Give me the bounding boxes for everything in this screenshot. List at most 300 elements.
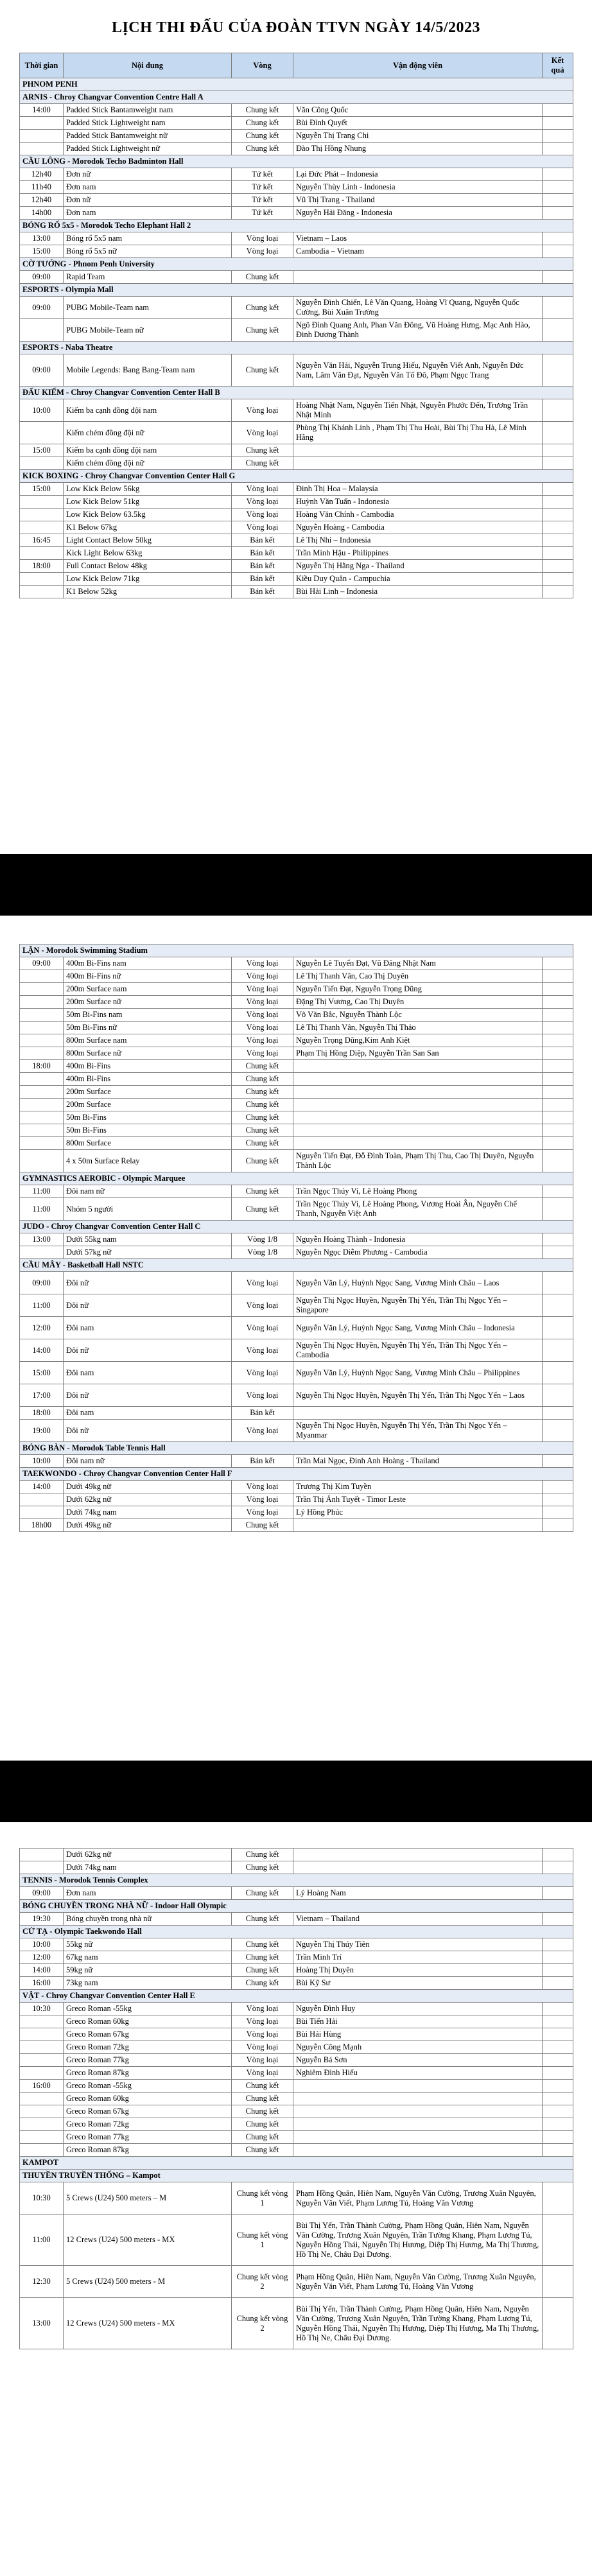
result-cell [543,399,573,422]
athletes-cell: Đào Thị Hồng Nhung [293,143,543,155]
table-row [20,1317,573,1339]
event-cell: 55kg nữ [64,1938,232,1951]
event-cell: 800m Surface nữ [64,1047,232,1060]
result-cell [543,2093,573,2105]
event-cell: Full Contact Below 48kg [64,560,232,573]
athletes-cell: Nguyễn Trọng Dũng,Kim Anh Kiệt [293,1034,543,1047]
section-row [20,91,573,104]
event-cell: Đôi nam nữ [64,1185,232,1198]
athletes-cell: Đinh Thị Hoa – Malaysia [293,483,543,496]
event-cell: Đơn nam [64,1887,232,1900]
round-cell: Vòng loại [232,1294,293,1317]
athletes-cell: Nguyễn Văn Lý, Huỳnh Ngọc Sang, Vương Minh Châu – Laos [293,1272,543,1294]
event-cell: 400m Bi-Fins nam [64,957,232,970]
time-cell [20,547,64,560]
round-cell: Chung kết [232,354,293,387]
time-cell [20,2067,64,2080]
section-row [20,220,573,232]
athletes-cell: Trương Thị Kim Tuyền [293,1481,543,1493]
time-cell: 11h40 [20,181,64,194]
table-row [20,1185,573,1198]
table-header [20,53,573,78]
round-cell: Chung kết [232,1198,293,1221]
header-result: Kết quả [543,53,573,78]
result-cell [543,232,573,245]
time-cell [20,1861,64,1874]
event-cell: PUBG Mobile-Team nữ [64,319,232,342]
result-cell [543,1519,573,1532]
result-cell [543,1009,573,1022]
event-cell: K1 Below 52kg [64,586,232,598]
time-cell: 18:00 [20,1060,64,1073]
result-cell [543,1938,573,1951]
event-cell: K1 Below 67kg [64,521,232,534]
section-title: GYMNASTICS AEROBIC - Olympic Marquee [20,1172,573,1185]
section-title: TAEKWONDO - Chroy Changvar Convention Center Hall F [20,1468,573,1481]
section-row [20,944,573,957]
result-cell [543,271,573,284]
result-cell [543,181,573,194]
event-cell: 400m Bi-Fins [64,1073,232,1086]
time-cell: 14:00 [20,1339,64,1362]
table-row [20,168,573,181]
event-cell: Low Kick Below 63.5kg [64,509,232,521]
event-cell: Đôi nữ [64,1339,232,1362]
round-cell: Chung kết [232,1977,293,1990]
table-row [20,1455,573,1468]
round-cell: Chung kết vòng 2 [232,2266,293,2298]
result-cell [543,2080,573,2093]
page-gap [0,854,592,916]
result-cell [543,1951,573,1964]
time-cell [20,1493,64,1506]
event-cell: 200m Surface [64,1086,232,1099]
result-cell [543,534,573,547]
time-cell: 10:30 [20,2003,64,2015]
round-cell: Vòng loại [232,496,293,509]
time-cell: 09:00 [20,271,64,284]
section-title: CỬ TẠ - Olympic Taekwondo Hall [20,1926,573,1938]
result-cell [543,1317,573,1339]
athletes-cell: Lại Đức Phát – Indonesia [293,168,543,181]
event-cell: Đôi nữ [64,1384,232,1407]
event-cell: Dưới 57kg nữ [64,1246,232,1259]
table-row [20,1420,573,1442]
time-cell: 10:30 [20,2182,64,2215]
result-cell [543,194,573,207]
table-row [20,2266,573,2298]
table-row [20,1407,573,1420]
result-cell [543,117,573,130]
result-cell [543,2015,573,2028]
event-cell: Greco Roman -55kg [64,2080,232,2093]
table-body-1 [20,78,573,598]
table-row [20,181,573,194]
section-title: KICK BOXING - Chroy Changvar Convention Center Hall G [20,470,573,483]
event-cell: PUBG Mobile-Team nam [64,297,232,319]
event-cell: Mobile Legends: Bang Bang-Team nam [64,354,232,387]
round-cell: Vòng loại [232,2041,293,2054]
round-cell: Vòng loại [232,1317,293,1339]
round-cell: Vòng loại [232,996,293,1009]
table-row [20,1938,573,1951]
section-row [20,155,573,168]
section-title: BÓNG RỔ 5x5 - Morodok Techo Elephant Hall 2 [20,220,573,232]
table-row [20,1047,573,1060]
athletes-cell [293,1861,543,1874]
event-cell: Đơn nữ [64,168,232,181]
round-cell: Chung kết [232,1073,293,1086]
athletes-cell: Phùng Thị Khánh Linh , Phạm Thị Thu Hoài, Bùi Thị Thu Hà, Lê Minh Hằng [293,422,543,444]
athletes-cell: Trần Thị Ánh Tuyết - Timor Leste [293,1493,543,1506]
athletes-cell: Phạm Thị Hồng Diệp, Nguyễn Trần San San [293,1047,543,1060]
table-row [20,2144,573,2157]
round-cell: Bán kết [232,573,293,586]
table-row [20,2054,573,2067]
section-row [20,2170,573,2182]
event-cell: Dưới 49kg nữ [64,1519,232,1532]
table-row [20,143,573,155]
event-cell: Dưới 62kg nữ [64,1493,232,1506]
section-title: JUDO - Chroy Changvar Convention Center Hall C [20,1221,573,1233]
round-cell: Vòng loại [232,2028,293,2041]
time-cell [20,983,64,996]
result-cell [543,2028,573,2041]
event-cell: Padded Stick Lightweight nam [64,117,232,130]
round-cell: Vòng loại [232,399,293,422]
time-cell: 15:00 [20,1362,64,1384]
event-cell: Kiếm ba cạnh đồng đội nam [64,399,232,422]
section-row [20,1172,573,1185]
region-row [20,78,573,91]
athletes-cell: Nguyễn Văn Lý, Huỳnh Ngọc Sang, Vương Minh Châu – Philippines [293,1362,543,1384]
round-cell: Bán kết [232,1455,293,1468]
athletes-cell: Nguyễn Văn Lý, Huỳnh Ngọc Sang, Vương Minh Châu – Indonesia [293,1317,543,1339]
event-cell: Đôi nam nữ [64,1455,232,1468]
round-cell: Bán kết [232,1407,293,1420]
table-row [20,560,573,573]
time-cell [20,2105,64,2118]
result-cell [543,521,573,534]
table-body-3 [20,1849,573,2349]
table-row [20,1951,573,1964]
header-athletes: Vận động viên [293,53,543,78]
event-cell: Đôi nam [64,1317,232,1339]
athletes-cell: Nguyễn Thị Ngọc Huyền, Nguyễn Thị Yến, Trần Thị Ngọc Yến – Singapore [293,1294,543,1317]
time-cell: 12h40 [20,168,64,181]
athletes-cell: Bùi Thị Yến, Trần Thành Cường, Phạm Hồng Quân, Hiên Nam, Nguyễn Văn Cường, Trương Xuân Nguyên, Trần Tường Khang, Phạm Lương Tú, Nguyễn Hồng Thái, Nguyễn Thị Hương, Diệp Thị Hương, Ma Thị Thương, Hồ Thị Ne, Châu Đại Dương. [293,2215,543,2266]
round-cell: Vòng 1/8 [232,1233,293,1246]
schedule-table-2 [19,944,573,1532]
result-cell [543,319,573,342]
result-cell [543,1964,573,1977]
event-cell: Đôi nam [64,1407,232,1420]
athletes-cell: Phạm Hồng Quân, Hiên Nam, Nguyễn Văn Cường, Trương Xuân Nguyên, Nguyễn Văn Viết, Phạm Lương Tú, Hoàng Văn Vương [293,2266,543,2298]
schedule-table-3 [19,1848,573,2349]
event-cell: 5 Crews (U24) 500 meters – M [64,2182,232,2215]
table-row [20,117,573,130]
result-cell [543,1150,573,1172]
time-cell: 18:00 [20,560,64,573]
result-cell [543,168,573,181]
round-cell: Vòng loại [232,1493,293,1506]
table-row [20,1519,573,1532]
time-cell: 12:00 [20,1951,64,1964]
round-cell: Vòng loại [232,1384,293,1407]
athletes-cell: Cambodia – Vietnam [293,245,543,258]
athletes-cell: Nguyễn Hoàng - Cambodia [293,521,543,534]
table-row [20,1849,573,1861]
time-cell: 10:00 [20,1455,64,1468]
time-cell: 11:00 [20,1198,64,1221]
athletes-cell: Nguyễn Tiến Đạt, Đỗ Đình Toàn, Phạm Thị Thu, Cao Thị Duyên, Nguyễn Thành Lộc [293,1150,543,1172]
time-cell [20,422,64,444]
table-row [20,1506,573,1519]
time-cell [20,573,64,586]
table-row [20,1339,573,1362]
athletes-cell: Bùi Đình Quyết [293,117,543,130]
event-cell: Greco Roman 67kg [64,2105,232,2118]
round-cell: Vòng loại [232,1047,293,1060]
athletes-cell [293,2093,543,2105]
table-row [20,444,573,457]
round-cell: Chung kết [232,297,293,319]
section-row [20,1990,573,2003]
result-cell [543,1339,573,1362]
athletes-cell: Bùi Hải Hùng [293,2028,543,2041]
time-cell: 15:00 [20,444,64,457]
time-cell: 19:30 [20,1913,64,1926]
table-row [20,586,573,598]
time-cell: 11:00 [20,1294,64,1317]
time-cell [20,586,64,598]
table-row [20,2105,573,2118]
result-cell [543,573,573,586]
athletes-cell [293,1519,543,1532]
athletes-cell: Bùi Tiến Hải [293,2015,543,2028]
time-cell: 18:00 [20,1407,64,1420]
time-cell [20,2093,64,2105]
athletes-cell: Trần Minh Trí [293,1951,543,1964]
table-row [20,2003,573,2015]
time-cell: 11:00 [20,1185,64,1198]
result-cell [543,1086,573,1099]
round-cell: Chung kết [232,1964,293,1977]
round-cell: Chung kết [232,1124,293,1137]
time-cell: 14:00 [20,1481,64,1493]
time-cell: 13:00 [20,1233,64,1246]
athletes-cell: Bùi Thị Yến, Trần Thành Cường, Phạm Hồng Quân, Hiên Nam, Nguyễn Văn Cường, Trương Xuân Nguyên, Trần Tường Khang, Phạm Lương Tú, Nguyễn Hồng Thái, Nguyễn Thị Hương, Diệp Thị Hương, Ma Thị Thương, Hồ Thị Ne, Châu Đại Dương. [293,2298,543,2349]
time-cell: 12:00 [20,1317,64,1339]
event-cell: Dưới 62kg nữ [64,1849,232,1861]
round-cell: Vòng loại [232,2003,293,2015]
table-row [20,1150,573,1172]
athletes-cell: Nguyễn Đình Chiến, Lê Văn Quang, Hoàng Vĩ Quang, Nguyễn Quốc Cường, Bùi Xuân Trường [293,297,543,319]
table-row [20,1198,573,1221]
round-cell: Chung kết vòng 1 [232,2215,293,2266]
result-cell [543,1233,573,1246]
time-cell: 09:00 [20,957,64,970]
section-title: ARNIS - Chroy Changvar Convention Centre Hall A [20,91,573,104]
event-cell: Đôi nữ [64,1294,232,1317]
section-title: ĐẤU KIẾM - Chroy Changvar Convention Center Hall B [20,387,573,399]
table-row [20,104,573,117]
athletes-cell: Lê Thị Thanh Vân, Nguyễn Thị Thảo [293,1022,543,1034]
time-cell: 11:00 [20,2215,64,2266]
round-cell: Vòng loại [232,509,293,521]
event-cell: 59kg nữ [64,1964,232,1977]
table-row [20,2131,573,2144]
result-cell [543,1124,573,1137]
round-cell: Chung kết [232,271,293,284]
result-cell [543,2144,573,2157]
athletes-cell: Bùi Hải Linh – Indonesia [293,586,543,598]
table-row [20,1246,573,1259]
time-cell [20,1124,64,1137]
athletes-cell: Nguyễn Thùy Linh - Indonesia [293,181,543,194]
event-cell: Bóng chuyền trong nhà nữ [64,1913,232,1926]
result-cell [543,996,573,1009]
time-cell [20,970,64,983]
time-cell [20,1022,64,1034]
result-cell [543,104,573,117]
time-cell [20,2118,64,2131]
athletes-cell: Lê Thị Thanh Vân, Cao Thị Duyên [293,970,543,983]
result-cell [543,957,573,970]
result-cell [543,1060,573,1073]
time-cell [20,457,64,470]
result-cell [543,1272,573,1294]
section-title: CỜ TƯỚNG - Phnom Penh University [20,258,573,271]
round-cell: Vòng loại [232,1362,293,1384]
event-cell: Dưới 49kg nữ [64,1481,232,1493]
athletes-cell [293,1849,543,1861]
result-cell [543,1913,573,1926]
result-cell [543,1887,573,1900]
time-cell [20,1137,64,1150]
event-cell: 50m Bi-Fins nam [64,1009,232,1022]
table-row [20,1964,573,1977]
time-cell [20,1047,64,1060]
round-cell: Vòng loại [232,1034,293,1047]
table-row [20,1913,573,1926]
event-cell: Greco Roman 72kg [64,2118,232,2131]
event-cell: 50m Bi-Fins [64,1111,232,1124]
table-row [20,1073,573,1086]
table-row [20,2080,573,2093]
time-cell [20,1150,64,1172]
table-row [20,422,573,444]
athletes-cell [293,271,543,284]
section-title: CẦU LÔNG - Morodok Techo Badminton Hall [20,155,573,168]
result-cell [543,2118,573,2131]
event-cell: Đơn nam [64,181,232,194]
round-cell: Chung kết [232,2131,293,2144]
result-cell [543,2266,573,2298]
table-row [20,245,573,258]
event-cell: 73kg nam [64,1977,232,1990]
result-cell [543,970,573,983]
section-title: ESPORTS - Olympia Mall [20,284,573,297]
result-cell [543,1185,573,1198]
time-cell: 13:00 [20,232,64,245]
round-cell: Vòng loại [232,2015,293,2028]
athletes-cell: Phạm Hồng Quân, Hiên Nam, Nguyễn Văn Cường, Trương Xuân Nguyên, Nguyễn Văn Viết, Phạm Lương Tú, Hoàng Văn Vương [293,2182,543,2215]
time-cell [20,2041,64,2054]
event-cell: 4 x 50m Surface Relay [64,1150,232,1172]
table-row [20,2182,573,2215]
time-cell: 09:00 [20,354,64,387]
result-cell [543,2003,573,2015]
section-row [20,387,573,399]
time-cell [20,996,64,1009]
page-title: LỊCH THI ĐẤU CỦA ĐOÀN TTVN NGÀY 14/5/2023 [111,19,481,36]
result-cell [543,245,573,258]
athletes-cell [293,2118,543,2131]
section-row [20,1874,573,1887]
section-row [20,1442,573,1455]
athletes-cell [293,2144,543,2157]
result-cell [543,1034,573,1047]
result-cell [543,2041,573,2054]
table-row [20,1384,573,1407]
athletes-cell: Nguyễn Hoàng Thành - Indonesia [293,1233,543,1246]
table-row [20,1034,573,1047]
section-row [20,284,573,297]
time-cell: 17:00 [20,1384,64,1407]
round-cell: Vòng loại [232,245,293,258]
result-cell [543,496,573,509]
time-cell [20,1506,64,1519]
result-cell [543,1481,573,1493]
round-cell: Chung kết vòng 2 [232,2298,293,2349]
table-row [20,297,573,319]
athletes-cell: Lê Thị Nhi – Indonesia [293,534,543,547]
athletes-cell: Nguyễn Thị Ngọc Huyền, Nguyễn Thị Yến, Trần Thị Ngọc Yến – Myanmar [293,1420,543,1442]
round-cell: Vòng loại [232,1022,293,1034]
page-2 [0,916,592,1761]
result-cell [543,983,573,996]
header-content: Nội dung [64,53,232,78]
round-cell: Tứ kết [232,207,293,220]
round-cell: Vòng loại [232,970,293,983]
event-cell: Low Kick Below 56kg [64,483,232,496]
time-cell [20,1099,64,1111]
round-cell: Chung kết [232,104,293,117]
round-cell: Vòng loại [232,521,293,534]
round-cell: Chung kết [232,1137,293,1150]
athletes-cell [293,1086,543,1099]
round-cell: Vòng loại [232,1481,293,1493]
round-cell: Chung kết [232,1861,293,1874]
round-cell: Chung kết [232,1060,293,1073]
time-cell: 12h40 [20,194,64,207]
round-cell: Tứ kết [232,194,293,207]
event-cell: Đơn nữ [64,194,232,207]
round-cell: Vòng loại [232,1420,293,1442]
athletes-cell [293,2105,543,2118]
time-cell [20,1073,64,1086]
event-cell: 5 Crews (U24) 500 meters - M [64,2266,232,2298]
table-row [20,521,573,534]
athletes-cell: Nguyễn Thị Ngọc Huyền, Nguyễn Thị Yến, Trần Thị Ngọc Yến – Laos [293,1384,543,1407]
round-cell: Bán kết [232,547,293,560]
region-row [20,2157,573,2170]
round-cell: Vòng loại [232,2054,293,2067]
round-cell: Chung kết [232,1519,293,1532]
table-row [20,1009,573,1022]
athletes-cell: Nguyễn Công Mạnh [293,2041,543,2054]
